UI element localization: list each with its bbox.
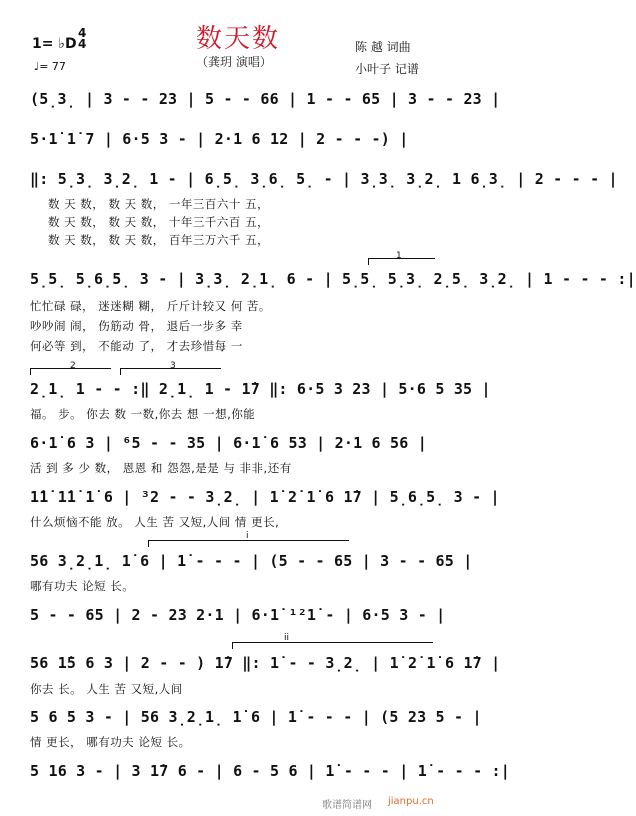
score-line-1: (5̣3̣ | 3 - - 23 | 5 - - 66 | 1 - - 65 | 3 - - 23 | [30,90,501,108]
lyric-line: 活 到 多 少 数， 恩恩 和 怨怨,是是 与 非非,还有 [30,461,292,475]
lyric-line: 你去 长。 人生 苦 又短,人间 [30,682,183,696]
section-bracket [232,642,433,649]
score-line-6: 6·1̇ 6 3 | ⁶5 - - 35 | 6·1̇ 6 53 | 2·1 6 56 | [30,434,427,452]
performer: （龚玥 演唱） [196,55,272,69]
time-signature-bottom: 4 [78,37,87,51]
score-line-10: 56 1̇5 6 3 | 2 - - ) 1̇7 ‖: 1̇ - - 3̣2̣ | 1̇ 2̇ 1̇ 6 1̇7 | [30,654,501,672]
lyric-line: 数 天 数， 数 天 数， 一年三百六十 五， [48,197,270,211]
score-line-7: 1̇1̇ 1̇1̇ 1̇ 6 | ³2 - - 3̣2̣ | 1̇ 2̇ 1̇ 6 1̇7 | 5̣6̣5̣ 3 - | [30,488,500,506]
section-marker: ii [284,633,290,643]
tempo-mark: ♩= 77 [34,60,66,73]
composer-credit: 陈 越 词曲 [355,40,411,54]
score-line-12: 5 16 3 - | 3 1̇7 6 - | 6 - 5 6 | 1̇ - - - | 1̇ - - - :| [30,762,510,780]
volta-number: 2 [70,361,76,371]
lyric-line: 哪有功夫 论短 长。 [30,579,135,593]
lyric-line: 福。 步。 你去 数 一数,你去 想 一想,你能 [30,407,256,421]
lyric-line: 情 更长， 哪有功夫 论短 长。 [30,735,191,749]
volta-number: 3 [170,361,176,371]
score-line-9: 5 - - 65 | 2 - 23 2·1 | 6·1̇ ¹²1̇ - | 6·5 3 - | [30,606,446,624]
watermark-site-url: jianpu.cn [388,796,434,807]
score-line-5: 2̣1̣ 1 - - :‖ 2̣1̣ 1 - 1̇7 ‖: 6·5 3 23 | 5·6 5 35 | [30,380,491,398]
lyric-line: 吵吵闹 闹， 伤筋动 骨， 退后一步多 幸 [30,319,243,333]
section-bracket [148,540,349,547]
score-line-11: 5 6 5 3 - | 56 3̣2̣1̣ 1̇ 6 | 1̇ - - - | (5 23 5 - | [30,708,482,726]
transcriber-credit: 小叶子 记谱 [355,62,419,76]
lyric-line: 何必等 到， 不能动 了， 才去珍惜每 一 [30,339,243,353]
time-signature-top: 4 [78,26,87,40]
lyric-line: 忙忙碌 碌， 迷迷糊 糊， 斤斤计较又 何 苦。 [30,299,271,313]
lyric-line: 数 天 数， 数 天 数， 百年三万六千 五， [48,233,270,247]
key-signature: 1= ♭D [32,36,77,52]
lyric-line: 什么烦恼不能 放。 人生 苦 又短,人间 情 更长, [30,515,280,529]
score-line-8: 56 3̣2̣1̣ 1̇ 6 | 1̇ - - - | (5 - - 65 | 3 - - 65 | [30,552,473,570]
watermark-site-name: 歌谱简谱网 [322,800,372,811]
score-line-2: 5·1̇ 1̇ 7 | 6·5 3 - | 2·1 6 12 | 2 - - -) | [30,130,409,148]
time-signature [78,28,86,50]
score-line-4: 5̣5̣ 5̣6̣5̣ 3 - | 3̣3̣ 2̣1̣ 6 - | 5̣5̣ 5̣3̣ 2̣5̣ 3̣2̣ | 1 - - - :| [30,270,636,288]
song-title: 数天数 [196,24,281,54]
lyric-line: 数 天 数， 数 天 数， 十年三千六百 五， [48,215,270,229]
score-line-3: ‖: 5̣3̣ 3̣2̣ 1 - | 6̣5̣ 3̣6̣ 5̣ - | 3̣3̣ 3̣2̣ 1 6̣3̣ | 2 - - - | [30,170,618,188]
volta-number: 1 [396,251,402,261]
section-marker: i [246,531,249,541]
